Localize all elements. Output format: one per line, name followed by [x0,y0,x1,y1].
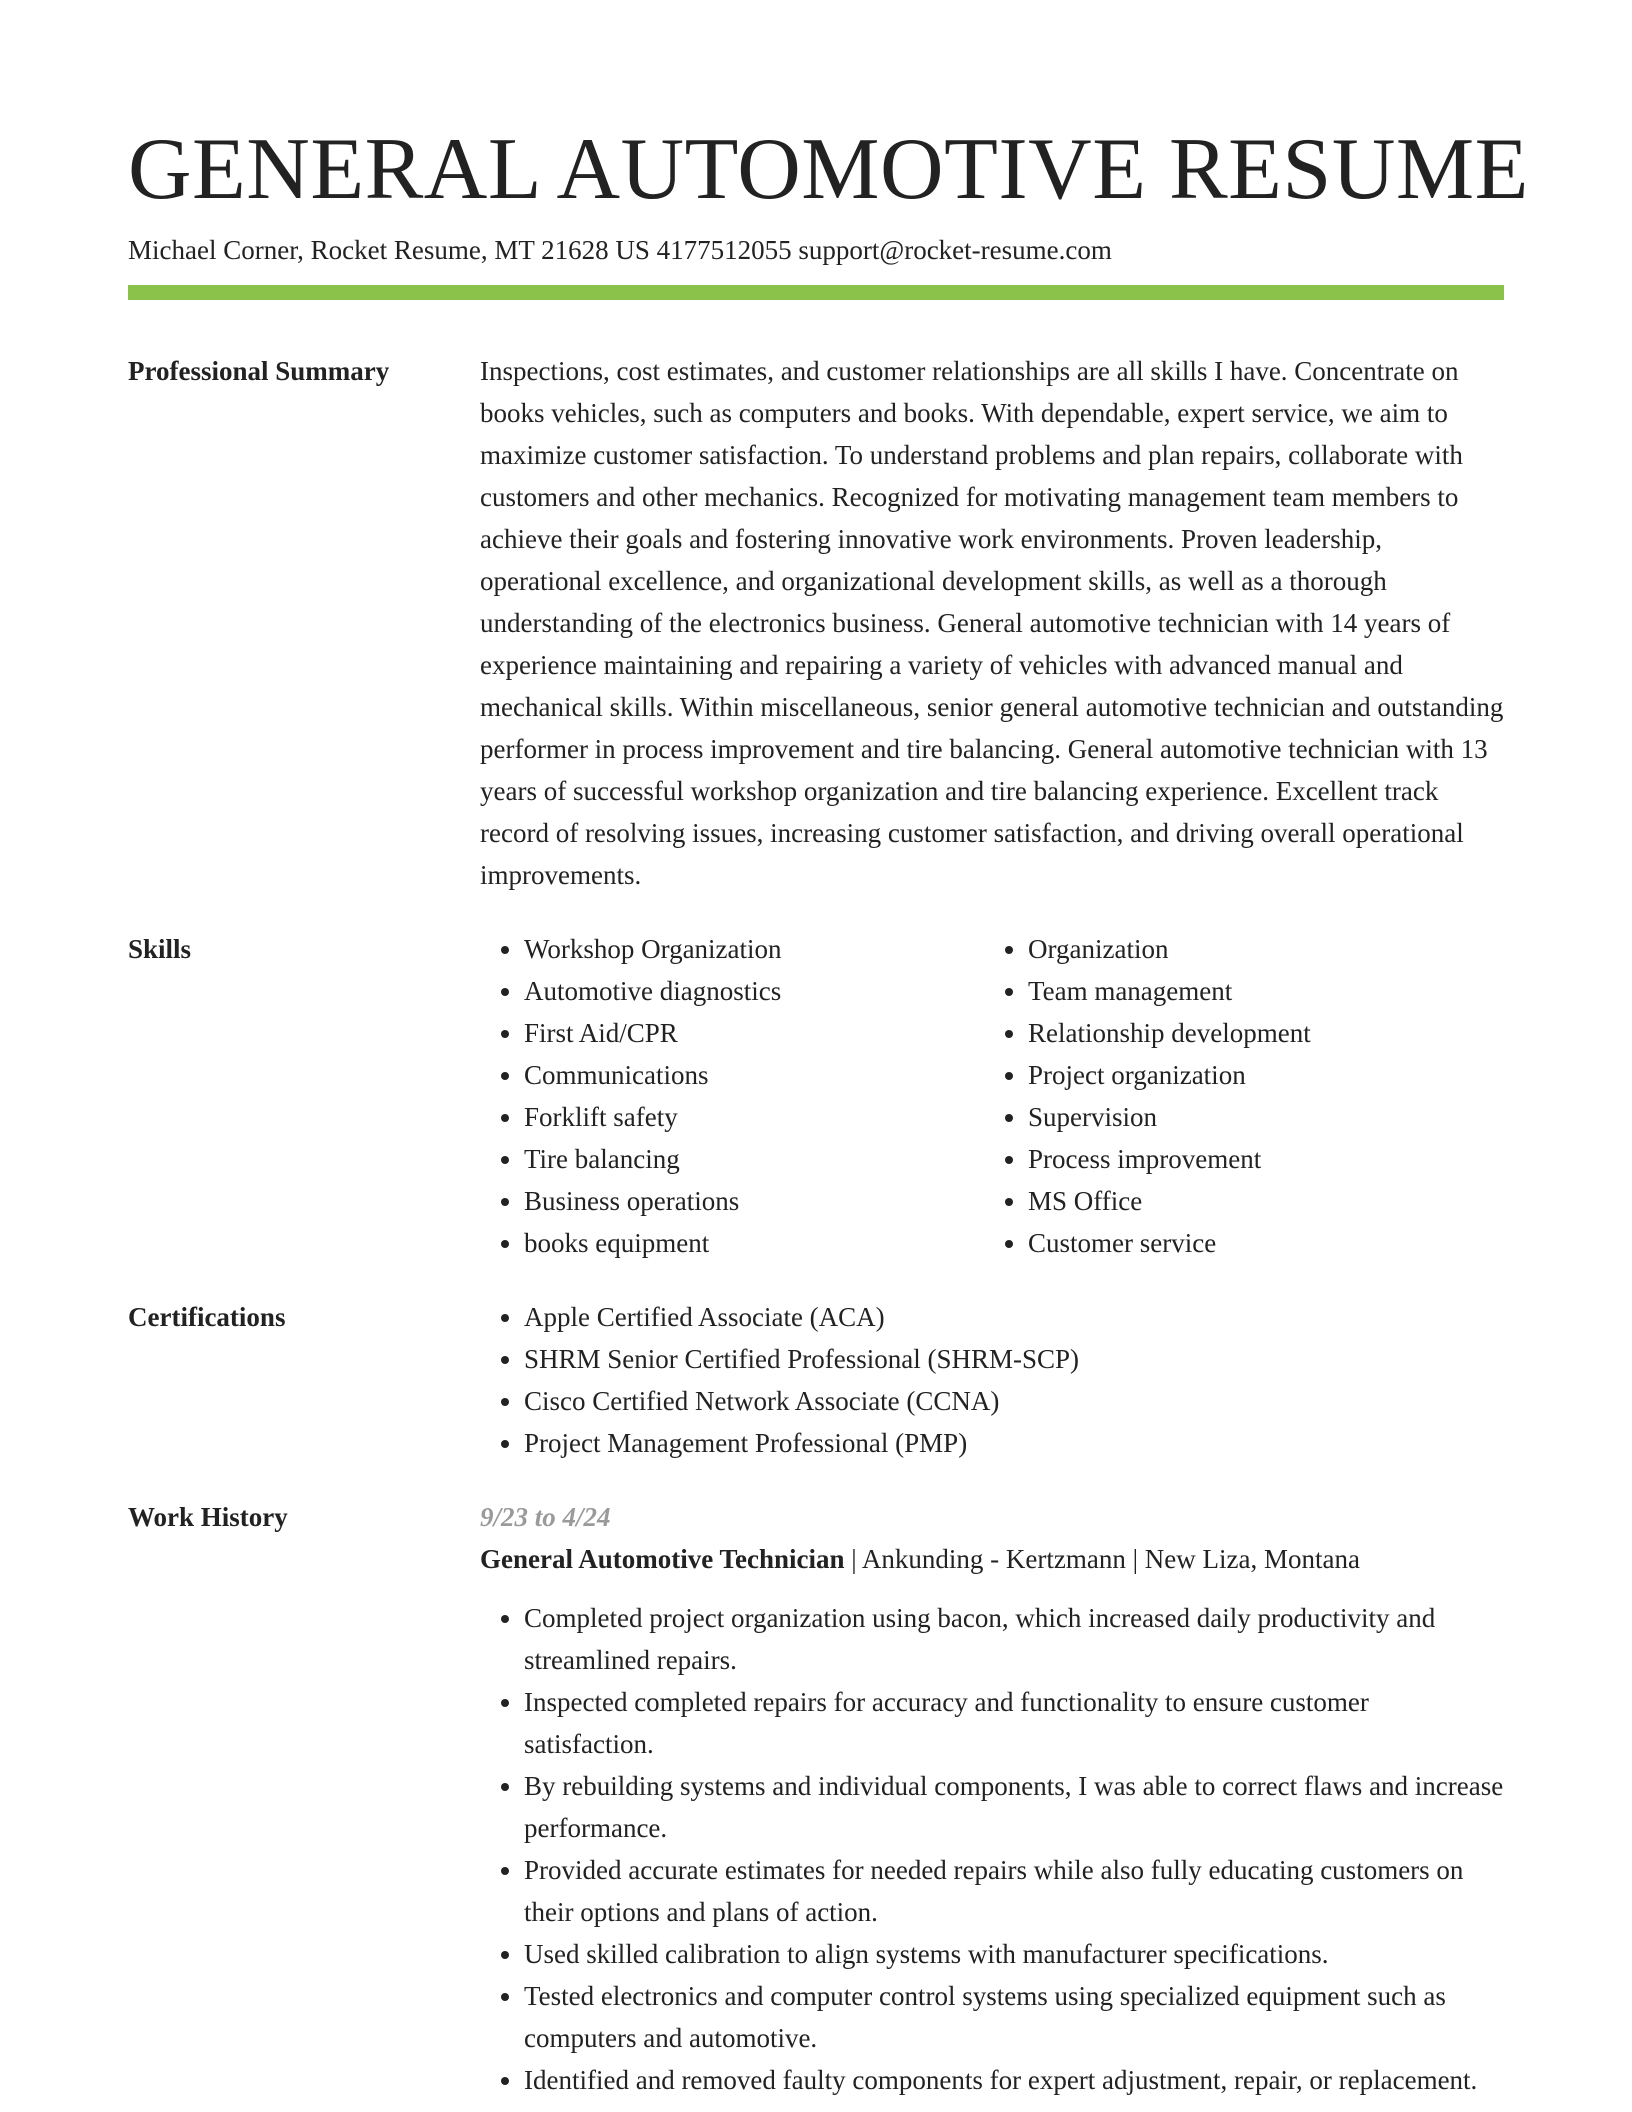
certification-item: • Project Management Professional (PMP) [524,1422,1504,1464]
skill-item: • Supervision [1028,1096,1488,1138]
job-duty-item: • Tested electronics and computer control systems using specialized equipment such as computers and automotive. [524,1975,1504,2059]
header-divider [128,285,1504,300]
skill-item: • Communications [524,1054,984,1096]
job-duties [480,1597,1504,2101]
certifications-section [480,1296,1504,1464]
skill-item: • Workshop Organization [524,928,984,970]
job-duty-item: • By rebuilding systems and individual components, I was able to correct flaws and increase performance. [524,1765,1504,1849]
job-duty-item: • Used skilled calibration to align systems with manufacturer specifications. [524,1933,1504,1975]
skills-section [480,928,1504,1264]
skill-item: • First Aid/CPR [524,1012,984,1054]
skill-item: • MS Office [1028,1180,1488,1222]
skill-item: • Customer service [1028,1222,1488,1264]
skills-heading: Skills [128,934,192,964]
skill-item: • books equipment [524,1222,984,1264]
skill-item: • Forklift safety [524,1096,984,1138]
job-details: | Ankunding - Kertzmann | New Liza, Montana [844,1544,1360,1574]
skill-item: • Team management [1028,970,1488,1012]
skill-item: • Automotive diagnostics [524,970,984,1012]
job-duty-item: • Inspected completed repairs for accuracy and functionality to ensure customer satisfaction. [524,1681,1504,1765]
resume-title: GENERAL AUTOMOTIVE RESUME [128,121,1529,218]
skills-column-left [480,928,984,1264]
skill-item: • Process improvement [1028,1138,1488,1180]
job-duty-item: • Completed project organization using bacon, which increased daily productivity and streamlined repairs. [524,1597,1504,1681]
skills-column-right [984,928,1488,1264]
skill-item: • Business operations [524,1180,984,1222]
job-dates: 9/23 to 4/24 [480,1502,611,1532]
job-duty-item: • Provided accurate estimates for needed repairs while also fully educating customers on their options and plans of action. [524,1849,1504,1933]
summary-section [480,350,1504,896]
skill-item: • Tire balancing [524,1138,984,1180]
job-duty-item: • Identified and removed faulty components for expert adjustment, repair, or replacement. [524,2059,1504,2101]
skill-item: • Relationship development [1028,1012,1488,1054]
summary-heading: Professional Summary [128,356,390,386]
certification-item: • Cisco Certified Network Associate (CCNA) [524,1380,1504,1422]
job-title: General Automotive Technician [480,1544,845,1574]
skill-item: • Organization [1028,928,1488,970]
contact-line: Michael Corner, Rocket Resume, MT 21628 US 4177512055 support@rocket-resume.com [128,235,1112,265]
summary-text: Inspections, cost estimates, and customer relationships are all skills I have. Concentrate on books vehicles, such as computers and books. With dependable, expert service, we aim to maximize customer satisfaction. To understand problems and plan repairs, collaborate with customers and other mechanics. Recognized for motivating management team members to achieve their goals and fostering innovative work environments. Proven leadership, operational excellence, and organizational development skills, as well as a thorough understanding of the electronics business. General automotive technician with 14 years of experience maintaining and repairing a variety of vehicles with advanced manual and mechanical skills. Within miscellaneous, senior general automotive technician and outstanding performer in process improvement and tire balancing. General automotive technician with 13 years of successful workshop organization and tire balancing experience. Excellent track record of resolving issues, increasing customer satisfaction, and driving overall operational improvements. [480,356,1504,890]
work-history-heading: Work History [128,1502,288,1532]
skill-item: • Project organization [1028,1054,1488,1096]
certifications-heading: Certifications [128,1302,286,1332]
work-history-section [480,1496,1504,2101]
job-header [480,1538,1504,1580]
certification-item: • Apple Certified Associate (ACA) [524,1296,1504,1338]
certification-item: • SHRM Senior Certified Professional (SHRM-SCP) [524,1338,1504,1380]
